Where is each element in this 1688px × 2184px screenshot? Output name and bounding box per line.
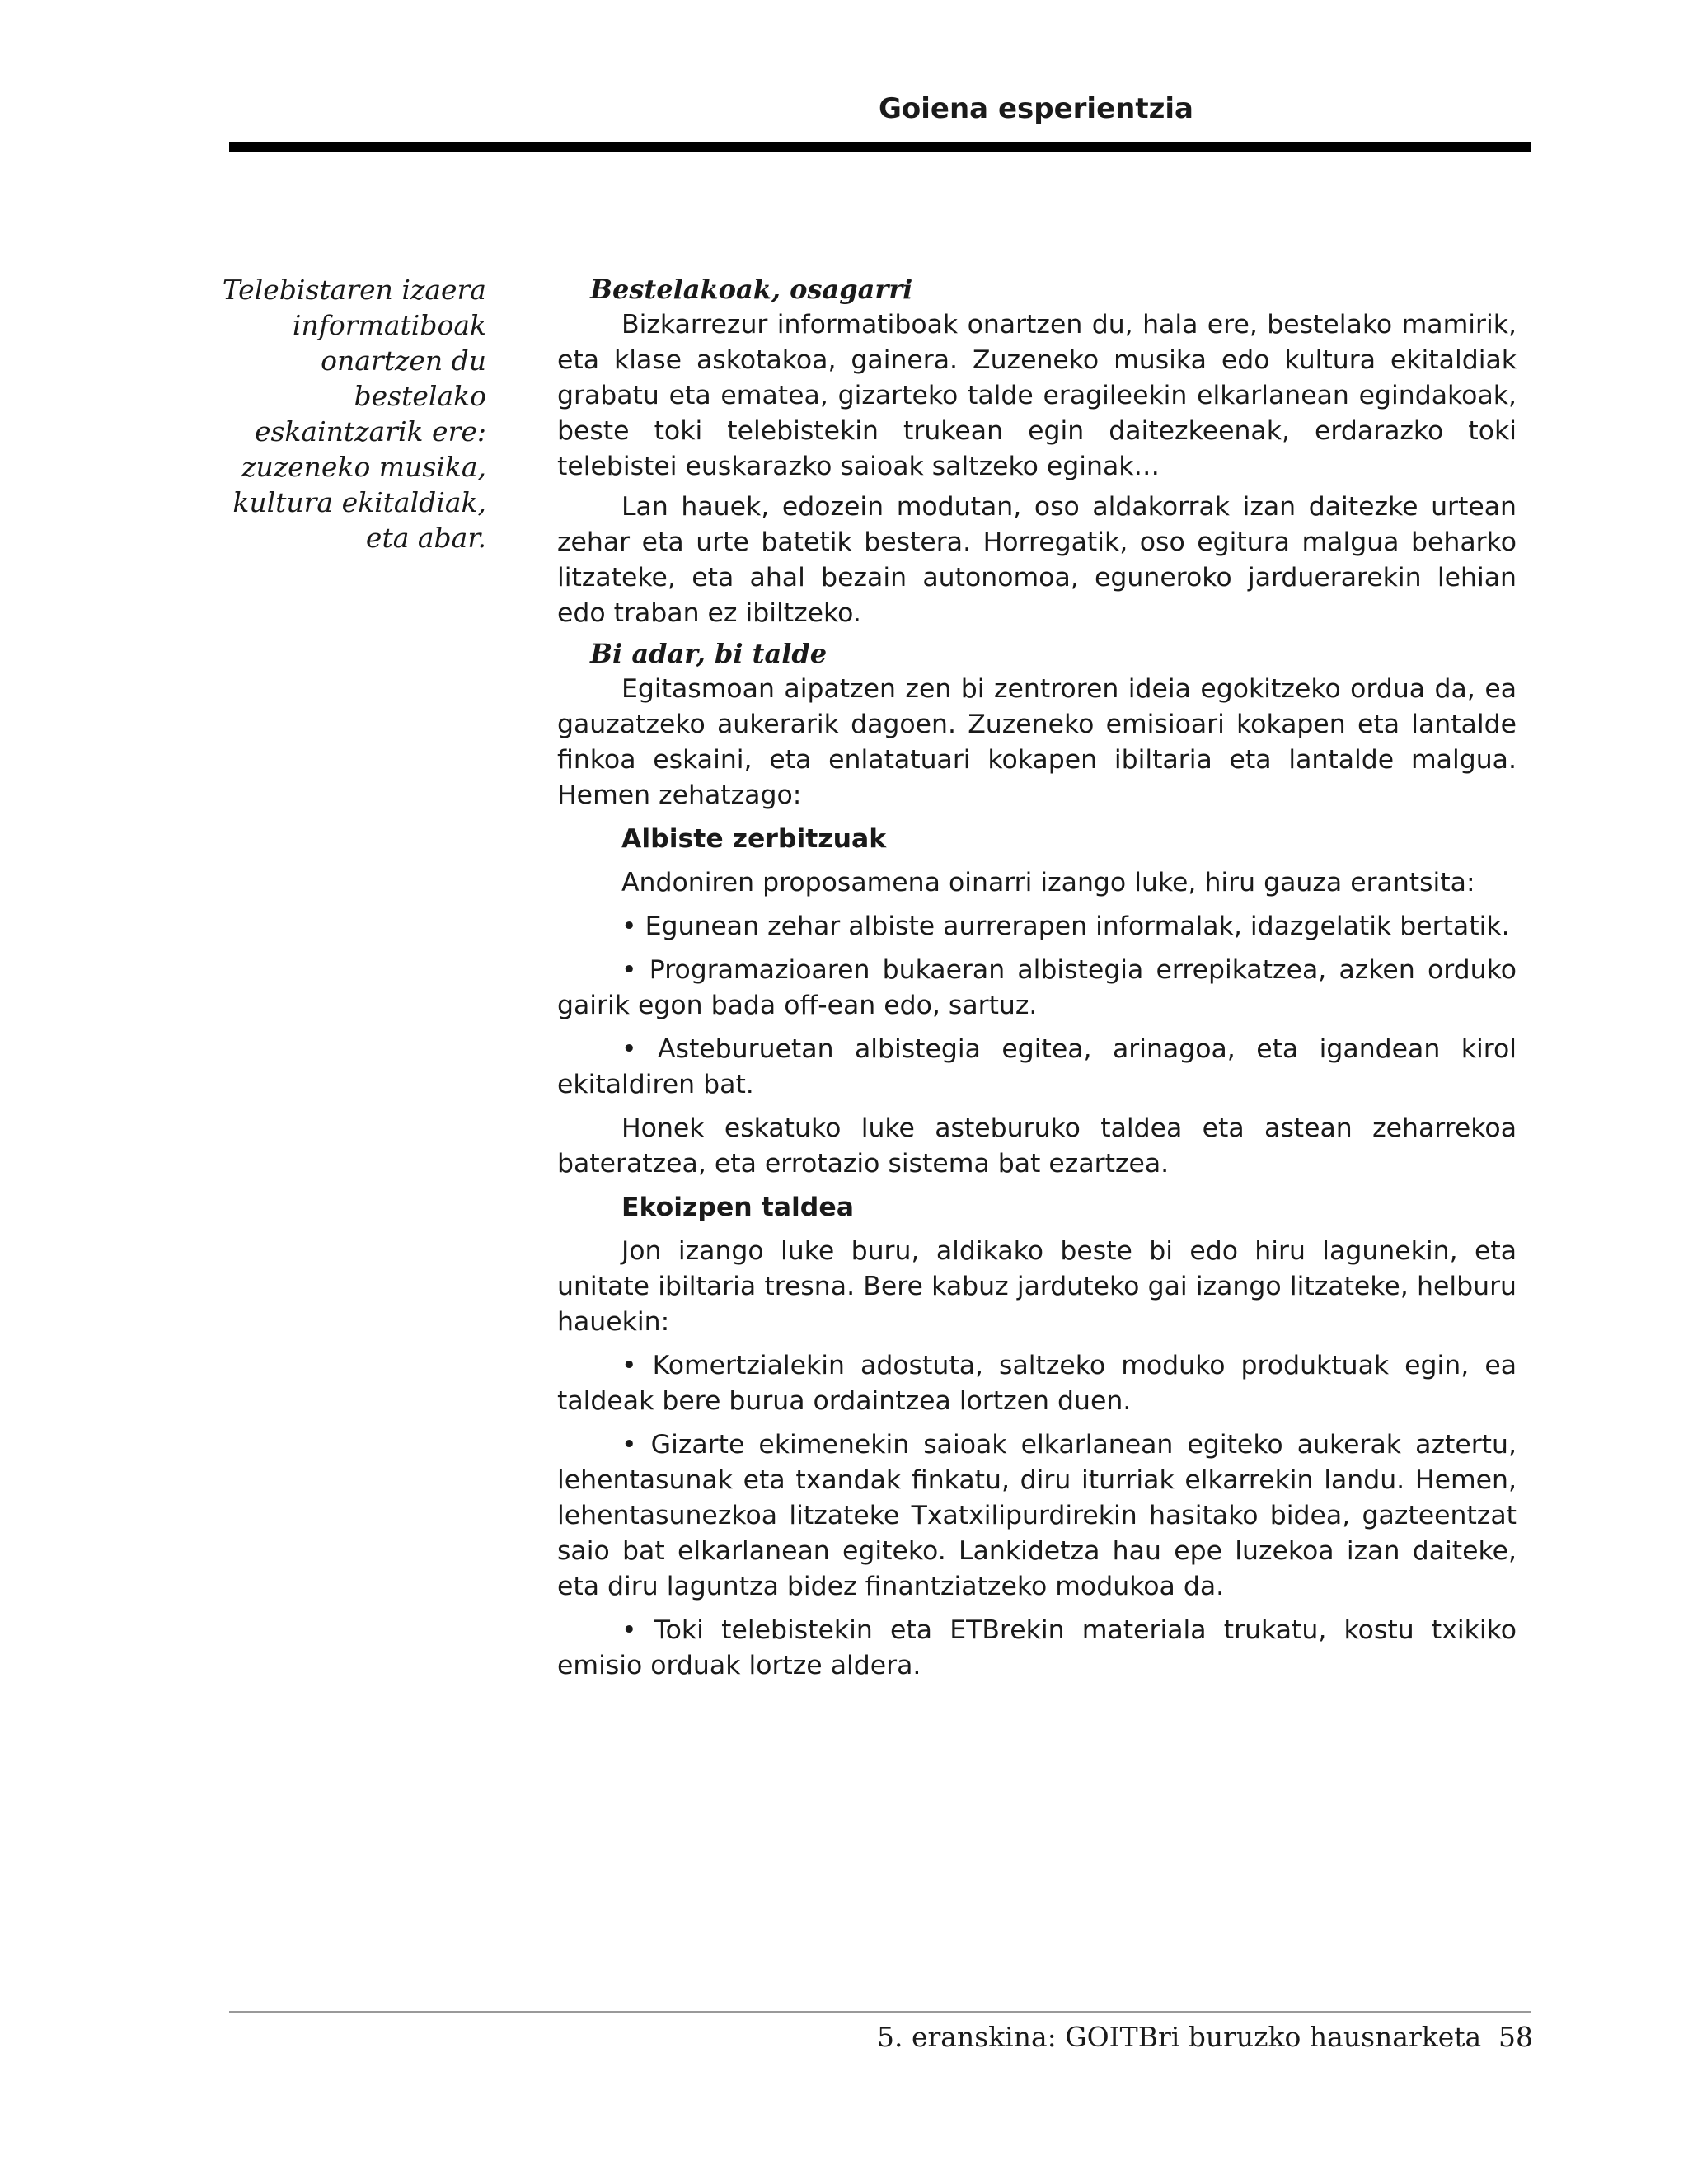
paragraph: Honek eskatuko luke asteburuko taldea eta astean zeharrekoa bateratzea, eta errotazio sistema bat ezartzea. xyxy=(557,1113,1517,1179)
footer-rule xyxy=(229,2011,1531,2013)
margin-note-line: Telebistaren izaera xyxy=(222,274,486,306)
margin-note-line: zuzeneko musika, xyxy=(241,451,486,483)
bullet-item: • Komertzialekin adostuta, saltzeko moduko produktuak egin, ea taldeak bere burua ordaintzea lortzen duen. xyxy=(557,1351,1517,1416)
margin-note-line: onartzen du xyxy=(321,344,486,377)
footer-text: 5. eranskina: GOITBri buruzko hausnarketa xyxy=(877,2021,1482,2053)
bullet-item: • Gizarte ekimenekin saioak elkarlanean egiteko aukerak aztertu, lehentasunak eta txandak finkatu, diru iturriak elkarrekin landu. Hemen, lehentasunezkoa litzateke Txatxilipurdirekin hasitako bidea, gazteentzat saio bat elkarlanean egiteko. Lankidetza hau epe luzekoa izan daiteke, eta diru laguntza bidez finantziatzeko modukoa da. xyxy=(557,1430,1517,1601)
margin-note-line: kultura ekitaldiak, xyxy=(232,486,486,518)
paragraph: Egitasmoan aipatzen zen bi zentroren ideia egokitzeko ordua da, ea gauzatzeko aukerarik dagoen. Zuzeneko emisioari kokapen eta lantalde finkoa eskaini, eta enlatatuari kokapen ibiltaria eta lantalde malgua. Hemen zehatzago: xyxy=(557,674,1517,810)
paragraph: Bizkarrezur informatiboak onartzen du, hala ere, bestelako mamirik, eta klase askotakoa, gainera. Zuzeneko musika edo kultura ekitaldiak grabatu eta ematea, gizarteko talde eragileekin elkarlanean egindakoak, beste toki telebistekin trukean egin daitezkeenak, erdarazko toki telebistei euskarazko saioak saltzeko eginak… xyxy=(557,310,1517,481)
margin-note-line: eskaintzarik ere: xyxy=(254,415,486,448)
running-header-title: Goiena esperientzia xyxy=(879,92,1193,125)
paragraph: Andoniren proposamena oinarri izango luke, hiru gauza erantsita: xyxy=(621,868,1475,898)
paragraph: Lan hauek, edozein modutan, oso aldakorrak izan daitezke urtean zehar eta urte batetik bestera. Horregatik, oso egitura malgua beharko litzateke, eta ahal bezain autonomoa, eguneroko jarduerarekin lehian edo traban ez ibiltzeko. xyxy=(557,492,1517,628)
paragraph: Jon izango luke buru, aldikako beste bi edo hiru lagunekin, eta unitate ibiltaria tresna. Bere kabuz jarduteko gai izango litzateke, helburu hauekin: xyxy=(557,1236,1517,1337)
margin-note-line: informatiboak xyxy=(292,309,486,341)
main-text xyxy=(557,272,1517,1692)
bullet-item: • Asteburuetan albistegia egitea, arinagoa, eta igandean kirol ekitaldiren bat. xyxy=(557,1034,1517,1099)
section-heading: Bestelakoak, osagarri xyxy=(590,274,913,305)
margin-note-line: eta abar. xyxy=(365,522,486,554)
page-number: 58 xyxy=(1498,2021,1533,2053)
bullet-item: • Toki telebistekin eta ETBrekin materiala trukatu, kostu txikiko emisio orduak lortze aldera. xyxy=(557,1615,1517,1680)
margin-note xyxy=(214,272,486,555)
block-heading: Ekoizpen taldea xyxy=(621,1193,854,1222)
bullet-item: • Programazioaren bukaeran albistegia errepikatzea, azken orduko gairik egon bada off-ean edo, sartuz. xyxy=(557,955,1517,1020)
bullet-item: • Egunean zehar albiste aurrerapen informalak, idazgelatik bertatik. xyxy=(621,912,1510,941)
header-rule xyxy=(229,142,1531,152)
section-heading: Bi adar, bi talde xyxy=(590,638,828,669)
block-heading: Albiste zerbitzuak xyxy=(621,824,887,854)
margin-note-line: bestelako xyxy=(354,380,486,412)
